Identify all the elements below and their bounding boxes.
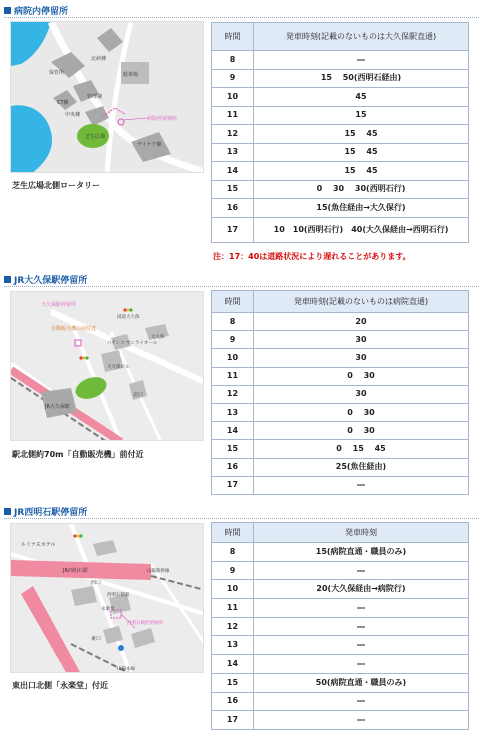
table-row bbox=[212, 636, 469, 655]
table-row bbox=[212, 385, 469, 403]
divider bbox=[4, 286, 479, 287]
map-label-east-exit: 東口 bbox=[91, 636, 102, 642]
table-row bbox=[212, 69, 469, 88]
map-label-parking: 駐車場 bbox=[123, 72, 139, 78]
hour-cell: 16 bbox=[212, 692, 254, 711]
divider bbox=[4, 518, 479, 519]
hour-cell: 15 bbox=[212, 440, 254, 458]
map-label-line: 山陽本線 bbox=[117, 667, 135, 672]
times-cell: 30 bbox=[254, 385, 469, 403]
hour-cell: 9 bbox=[212, 561, 254, 580]
table-row bbox=[212, 543, 469, 562]
hour-cell: 11 bbox=[212, 599, 254, 618]
map-label-shop: 西明石駅前 bbox=[107, 593, 130, 598]
map-label-okubo: 大久保 bbox=[151, 335, 165, 340]
table-row bbox=[212, 458, 469, 476]
table-row bbox=[212, 617, 469, 636]
times-cell: ― bbox=[254, 617, 469, 636]
table-row bbox=[212, 367, 469, 385]
section-title-nishiakashi: JR西明石駅停留所 bbox=[4, 504, 87, 518]
table-row bbox=[212, 349, 469, 367]
table-row bbox=[212, 655, 469, 674]
map-label-station: JR大久保駅 bbox=[45, 404, 70, 410]
hour-cell: 14 bbox=[212, 162, 254, 181]
map-nishiakashi bbox=[10, 523, 204, 673]
map-hospital bbox=[10, 21, 204, 173]
col-header-hour: 時間 bbox=[212, 291, 254, 313]
times-cell: 20 bbox=[254, 313, 469, 331]
times-cell: ― bbox=[254, 692, 469, 711]
hour-cell: 10 bbox=[212, 580, 254, 599]
hour-cell: 10 bbox=[212, 349, 254, 367]
times-cell: 15(病院直通・職員のみ) bbox=[254, 543, 469, 562]
hour-cell: 16 bbox=[212, 199, 254, 218]
section-title-okubo: JR大久保駅停留所 bbox=[4, 272, 87, 286]
map-caption-hospital: 芝生広場北側ロータリー bbox=[12, 181, 100, 190]
table-row bbox=[212, 125, 469, 144]
hour-cell: 17 bbox=[212, 217, 254, 242]
times-cell: 25(魚住経由) bbox=[254, 458, 469, 476]
hour-cell: 13 bbox=[212, 636, 254, 655]
hour-cell: 17 bbox=[212, 711, 254, 730]
map-caption-okubo: 駅北側約70m「自動販売機」前付近 bbox=[12, 450, 144, 459]
times-cell: ― bbox=[254, 711, 469, 730]
times-cell: 30 bbox=[254, 349, 469, 367]
col-header-hour: 時間 bbox=[212, 523, 254, 543]
times-cell: 15 45 bbox=[254, 162, 469, 181]
hour-cell: 11 bbox=[212, 106, 254, 125]
table-row bbox=[212, 403, 469, 421]
times-cell: 0 15 45 bbox=[254, 440, 469, 458]
table-row bbox=[212, 599, 469, 618]
hour-cell: 15 bbox=[212, 673, 254, 692]
map-label-nursery: 保育所 bbox=[49, 70, 65, 76]
hour-cell: 14 bbox=[212, 655, 254, 674]
hour-cell: 13 bbox=[212, 143, 254, 162]
timetable-hospital bbox=[211, 22, 469, 243]
map-label-bank: 国道大久保 bbox=[117, 315, 140, 320]
table-row bbox=[212, 711, 469, 730]
table-row bbox=[212, 580, 469, 599]
square-bullet-icon bbox=[4, 7, 11, 14]
map-label-north-ward: 北病棟 bbox=[91, 56, 107, 62]
times-cell: 15(魚住経由→大久保行) bbox=[254, 199, 469, 218]
times-cell: 30 bbox=[254, 331, 469, 349]
map-label-pachinko: パチンコ サンライオール bbox=[107, 341, 158, 346]
section-title-hospital: 病院内停留所 bbox=[4, 3, 68, 17]
hour-cell: 8 bbox=[212, 313, 254, 331]
col-header-times: 発車時刻 bbox=[254, 523, 469, 543]
table-row bbox=[212, 440, 469, 458]
col-header-times: 発車時刻(記載のないものは病院直通) bbox=[254, 291, 469, 313]
times-cell: 0 30 bbox=[254, 367, 469, 385]
times-cell: ― bbox=[254, 655, 469, 674]
map-label-north-exit: 北口 bbox=[133, 392, 144, 398]
table-row bbox=[212, 199, 469, 218]
table-row bbox=[212, 313, 469, 331]
times-cell: ― bbox=[254, 636, 469, 655]
map-label-stop: 西明石駅停留場所 bbox=[127, 621, 163, 626]
map-label-vending: 自動販売機の前付近 bbox=[51, 326, 97, 332]
times-cell: ― bbox=[254, 51, 469, 70]
times-cell: 0 30 30(西明石行) bbox=[254, 180, 469, 199]
times-cell: 15 45 bbox=[254, 125, 469, 144]
hour-cell: 16 bbox=[212, 458, 254, 476]
timetable-okubo bbox=[211, 290, 469, 495]
table-row bbox=[212, 143, 469, 162]
map-label-plaza: 芝生広場 bbox=[85, 134, 106, 140]
map-caption-nishiakashi: 東出口北側「永楽堂」付近 bbox=[12, 681, 108, 690]
table-row bbox=[212, 673, 469, 692]
map-label-office: 管理棟 bbox=[87, 94, 103, 100]
hour-cell: 14 bbox=[212, 422, 254, 440]
table-row bbox=[212, 162, 469, 181]
table-row bbox=[212, 88, 469, 107]
table-row bbox=[212, 217, 469, 242]
hour-cell: 12 bbox=[212, 617, 254, 636]
times-cell: 50(病院直通・職員のみ) bbox=[254, 673, 469, 692]
table-row bbox=[212, 692, 469, 711]
table-row bbox=[212, 180, 469, 199]
map-label-station: JR西明石駅 bbox=[63, 568, 88, 574]
times-cell: 15 50(西明石経由) bbox=[254, 69, 469, 88]
divider bbox=[4, 17, 479, 18]
timetable-nishiakashi bbox=[211, 522, 469, 730]
table-row bbox=[212, 106, 469, 125]
times-cell: 0 30 bbox=[254, 403, 469, 421]
hour-cell: 9 bbox=[212, 69, 254, 88]
col-header-times: 発車時刻(記載のないものは大久保駅直通) bbox=[254, 23, 469, 51]
map-label-hotel: ルミナスホテル bbox=[21, 542, 56, 548]
delay-note: 注：17：40は道路状況により遅れることがあります。 bbox=[213, 252, 411, 261]
times-cell: 15 45 bbox=[254, 143, 469, 162]
hour-cell: 17 bbox=[212, 476, 254, 494]
hour-cell: 9 bbox=[212, 331, 254, 349]
map-label-daycare: デイケア棟 bbox=[137, 142, 162, 148]
hour-cell: 12 bbox=[212, 125, 254, 144]
map-label-shinkansen: 山陽新幹線 bbox=[147, 569, 170, 574]
hour-cell: 13 bbox=[212, 403, 254, 421]
times-cell: 15 bbox=[254, 106, 469, 125]
hour-cell: 8 bbox=[212, 51, 254, 70]
times-cell: 10 10(西明石行) 40(大久保経由→西明石行) bbox=[254, 217, 469, 242]
times-cell: ― bbox=[254, 476, 469, 494]
times-cell: ― bbox=[254, 599, 469, 618]
times-cell: 0 30 bbox=[254, 422, 469, 440]
col-header-hour: 時間 bbox=[212, 23, 254, 51]
map-label-stop: 大久保駅停留所 bbox=[41, 302, 77, 308]
hour-cell: 10 bbox=[212, 88, 254, 107]
hour-cell: 12 bbox=[212, 385, 254, 403]
table-row bbox=[212, 422, 469, 440]
map-label-building: 大久保ビル bbox=[107, 365, 130, 370]
map-label-west-exit: 西口 bbox=[91, 580, 102, 586]
table-row bbox=[212, 331, 469, 349]
map-label-eirakudo: 永楽堂 bbox=[101, 607, 115, 612]
square-bullet-icon bbox=[4, 276, 11, 283]
table-row bbox=[212, 476, 469, 494]
table-row bbox=[212, 51, 469, 70]
times-cell: 45 bbox=[254, 88, 469, 107]
table-row bbox=[212, 561, 469, 580]
map-label-stop: 病院停留場所 bbox=[147, 116, 178, 122]
map-label-central: 中央棟 bbox=[65, 112, 81, 118]
hour-cell: 15 bbox=[212, 180, 254, 199]
square-bullet-icon bbox=[4, 508, 11, 515]
map-okubo bbox=[10, 291, 204, 441]
times-cell: 20(大久保経由→病院行) bbox=[254, 580, 469, 599]
map-label-ct: CT棟 bbox=[57, 100, 69, 106]
hour-cell: 11 bbox=[212, 367, 254, 385]
hour-cell: 8 bbox=[212, 543, 254, 562]
times-cell: ― bbox=[254, 561, 469, 580]
